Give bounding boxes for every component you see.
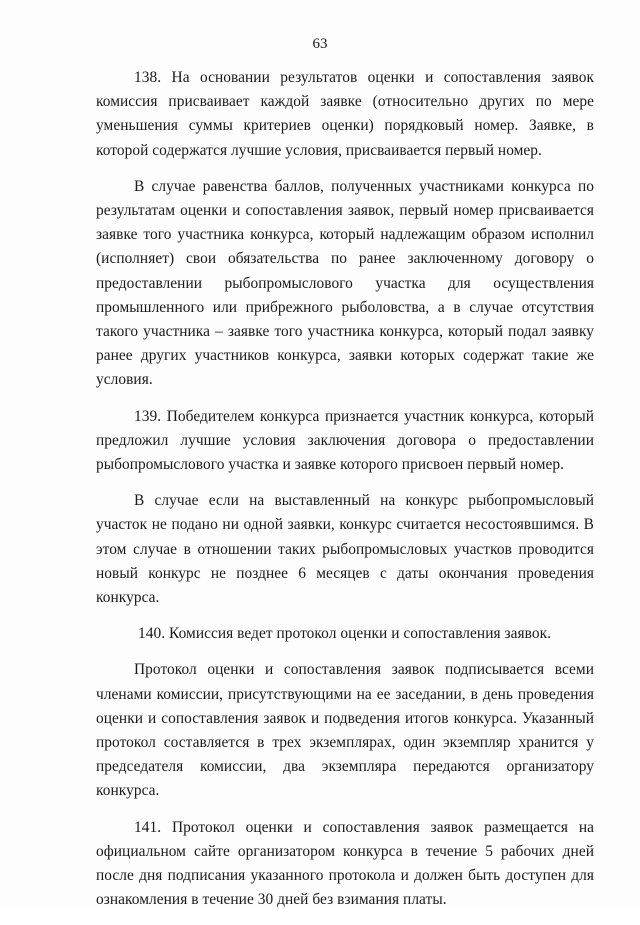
paragraph-140: 140. Комиссия ведет протокол оценки и сопоставления заявок. xyxy=(138,625,552,643)
paragraph-139: 139. Победителем конкурса признается участник конкурса, который предложил лучшие условия заключения договора о предоставлении рыбопромыслового участка и заявке которого присвоен первый номер. xyxy=(96,407,594,474)
paragraph-141: 141. Протокол оценки и сопоставления заявок размещается на официальном сайте организатором конкурса в течение 5 рабочих дней после дня подписания указанного протокола и должен быть доступен для ознакомления в течение 30 дней без взимания платы. xyxy=(96,818,594,909)
paragraph-138-tie-rule: В случае равенства баллов, полученных участниками конкурса по результатам оценки и сопоставления заявок, первый номер присваивается заявке того участника конкурса, который надлежащим образом исполнил (исполняет) свои обязательства по ранее заключенному договору о предоставлении рыбопромыслового участка для осуществления промышленного или прибрежного рыболовства, а в случае отсутствия такого участника – заявке того участника конкурса, который подал заявку ранее других участников конкурса, заявки которых содержат такие же условия. xyxy=(96,177,594,389)
document-body xyxy=(96,66,594,925)
page-number: 63 xyxy=(312,36,328,52)
paragraph-138: 138. На основании результатов оценки и сопоставления заявок комиссия присваивает каждой заявке (относительно других по мере уменьшения суммы критериев оценки) порядковый номер. Заявке, в которой содержатся лучшие условия, присваивается первый номер. xyxy=(96,69,594,159)
paragraph-140-protocol: Протокол оценки и сопоставления заявок подписывается всеми членами комиссии, присутствующими на ее заседании, в день проведения оценки и сопоставления заявок и подведения итогов конкурса. Указанный протокол составляется в трех экземплярах, один экземпляр хранится у председателя комиссии, два экземпляра передаются организатору конкурса. xyxy=(96,661,594,800)
paragraph-139-no-bids: В случае если на выставленный на конкурс рыбопромысловый участок не подано ни одной заявки, конкурс считается несостоявшимся. В этом случае в отношении таких рыбопромысловых участков проводится новый конкурс не позднее 6 месяцев с даты окончания проведения конкурса. xyxy=(96,492,594,607)
